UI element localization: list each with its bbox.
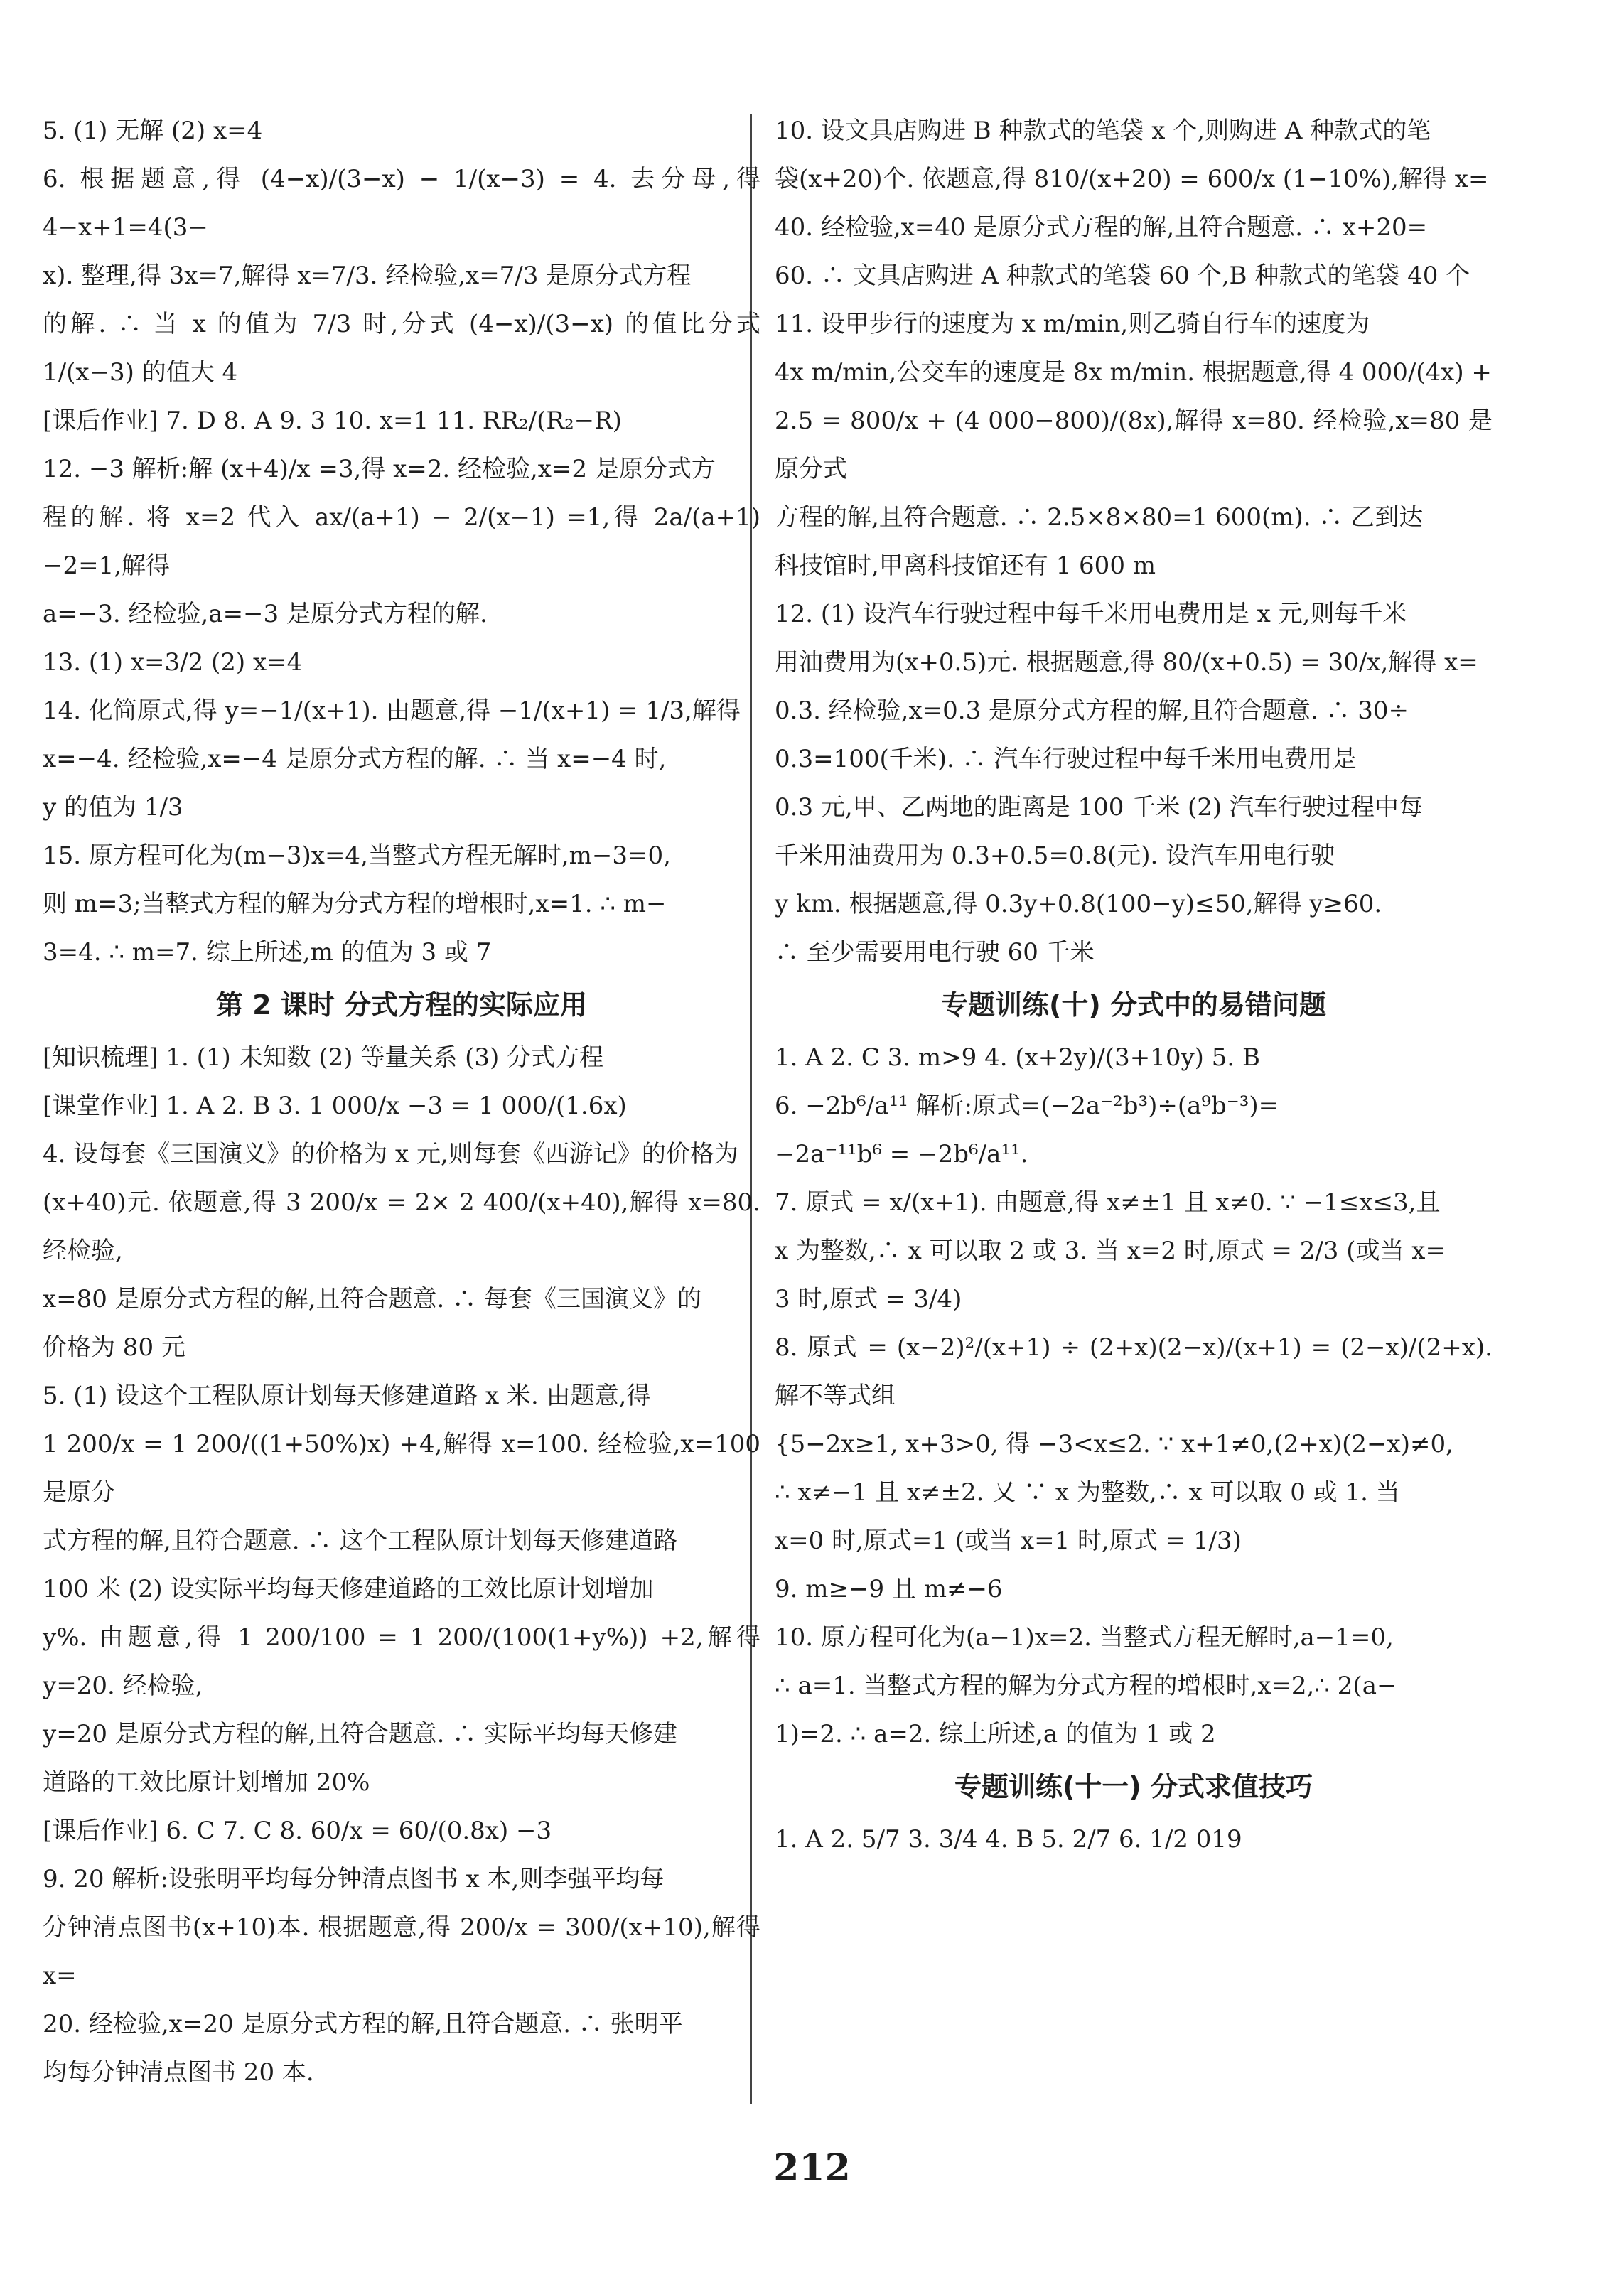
answer-line: −2a⁻¹¹b⁶ = −2b⁶/a¹¹. [775,1140,1028,1168]
answer-line: 7. 原式 = x/(x+1). 由题意,得 x≠±1 且 x≠0. ∵ −1≤x≤3,且 [775,1188,1441,1217]
answer-line: 10. 设文具店购进 B 种款式的笔袋 x 个,则购进 A 种款式的笔 [775,117,1431,145]
answer-line: 9. 20 解析:设张明平均每分钟清点图书 x 本,则李强平均每 [43,1865,665,1893]
answer-line: 6. 根据题意,得 (4−x)/(3−x) − 1/(x−3) = 4. 去分母,得 4−x+1=4(3− [43,165,760,242]
section-heading: 专题训练(十) 分式中的易错问题 [941,989,1326,1021]
answer-line: 11. 设甲步行的速度为 x m/min,则乙骑自行车的速度为 [775,310,1370,338]
right-column [775,107,1493,1864]
answer-line: x=0 时,原式=1 (或当 x=1 时,原式 = 1/3) [775,1527,1242,1555]
answer-line: 方程的解,且符合题意. ∴ 2.5×8×80=1 600(m). ∴ 乙到达 [775,503,1424,532]
answer-line: 用油费用为(x+0.5)元. 根据题意,得 80/(x+0.5) = 30/x,解得 x= [775,648,1478,677]
answer-line: y km. 根据题意,得 0.3y+0.8(100−y)≤50,解得 y≥60. [775,890,1382,918]
answer-line: x). 整理,得 3x=7,解得 x=7/3. 经检验,x=7/3 是原分式方程 [43,262,692,290]
answer-line: ∴ a=1. 当整式方程的解为分式方程的增根时,x=2,∴ 2(a− [775,1672,1397,1700]
answer-line: y%. 由题意,得 1 200/100 = 1 200/(100(1+y%)) +2,解得 y=20. 经检验, [43,1623,760,1700]
answer-line: 3=4. ∴ m=7. 综上所述,m 的值为 3 或 7 [43,938,492,967]
answer-line: 道路的工效比原计划增加 20% [43,1768,370,1797]
answer-line: ∴ 至少需要用电行驶 60 千米 [775,938,1095,967]
answer-line: 5. (1) 无解 (2) x=4 [43,117,263,145]
answer-line: 程的解. 将 x=2 代入 ax/(a+1) − 2/(x−1) =1,得 2a/(a+1) −2=1,解得 [43,503,760,580]
answer-line: 100 米 (2) 设实际平均每天修建道路的工效比原计划增加 [43,1575,654,1603]
answer-line: 0.3=100(千米). ∴ 汽车行驶过程中每千米用电费用是 [775,745,1357,773]
answer-line: 14. 化简原式,得 y=−1/(x+1). 由题意,得 −1/(x+1) = 1/3,解得 [43,697,741,725]
answer-line: 3 时,原式 = 3/4) [775,1285,962,1313]
answer-line: [课后作业] 6. C 7. C 8. 60/x = 60/(0.8x) −3 [43,1817,552,1845]
answer-line: 9. m≥−9 且 m≠−6 [775,1575,1003,1603]
section-heading: 专题训练(十一) 分式求值技巧 [954,1771,1313,1802]
answer-line: 20. 经检验,x=20 是原分式方程的解,且符合题意. ∴ 张明平 [43,2010,683,2038]
answer-line: 千米用油费用为 0.3+0.5=0.8(元). 设汽车用电行驶 [775,841,1335,870]
answer-line: 1)=2. ∴ a=2. 综上所述,a 的值为 1 或 2 [775,1720,1216,1748]
answer-line: (x+40)元. 依题意,得 3 200/x = 2× 2 400/(x+40),解得 x=80. 经检验, [43,1188,760,1265]
answer-line: {5−2x≥1, x+3>0, 得 −3<x≤2. ∵ x+1≠0,(2+x)(2−x)≠0, [775,1430,1453,1458]
answer-line: 15. 原方程可化为(m−3)x=4,当整式方程无解时,m−3=0, [43,841,671,870]
answer-line: 0.3. 经检验,x=0.3 是原分式方程的解,且符合题意. ∴ 30÷ [775,697,1409,725]
answer-line: 6. −2b⁶/a¹¹ 解析:原式=(−2a⁻²b³)÷(a⁹b⁻³)= [775,1092,1279,1120]
answer-line: 1. A 2. 5/7 3. 3/4 4. B 5. 2/7 6. 1/2 019 [775,1825,1242,1854]
answer-line: x=−4. 经检验,x=−4 是原分式方程的解. ∴ 当 x=−4 时, [43,745,667,773]
answer-line: 4. 设每套《三国演义》的价格为 x 元,则每套《西游记》的价格为 [43,1140,738,1168]
answer-line: 10. 原方程可化为(a−1)x=2. 当整式方程无解时,a−1=0, [775,1623,1394,1652]
answer-line: 8. 原式 = (x−2)²/(x+1) ÷ (2+x)(2−x)/(x+1) = (2−x)/(2+x). 解不等式组 [775,1333,1493,1410]
answer-line: y=20 是原分式方程的解,且符合题意. ∴ 实际平均每天修建 [43,1720,677,1748]
answer-line: x 为整数,∴ x 可以取 2 或 3. 当 x=2 时,原式 = 2/3 (或当 x= [775,1237,1446,1265]
answer-line: [知识梳理] 1. (1) 未知数 (2) 等量关系 (3) 分式方程 [43,1043,604,1072]
answer-line: 2.5 = 800/x + (4 000−800)/(8x),解得 x=80. 经检验,x=80 是原分式 [775,407,1493,483]
section-heading: 第 2 课时 分式方程的实际应用 [215,989,588,1021]
answer-line: x=80 是原分式方程的解,且符合题意. ∴ 每套《三国演义》的 [43,1285,701,1313]
answer-line: 60. ∴ 文具店购进 A 种款式的笔袋 60 个,B 种款式的笔袋 40 个 [775,262,1470,290]
answer-line: 12. (1) 设汽车行驶过程中每千米用电费用是 x 元,则每千米 [775,600,1407,628]
answer-line: y 的值为 1/3 [43,793,183,822]
page-number: 212 [773,2146,851,2190]
answer-line: 1 200/x = 1 200/((1+50%)x) +4,解得 x=100. 经检验,x=100 是原分 [43,1430,760,1507]
answer-line: [课堂作业] 1. A 2. B 3. 1 000/x −3 = 1 000/(1.6x) [43,1092,627,1120]
answer-line: a=−3. 经检验,a=−3 是原分式方程的解. [43,600,488,628]
answer-line: 科技馆时,甲离科技馆还有 1 600 m [775,552,1156,580]
answer-line: 1. A 2. C 3. m>9 4. (x+2y)/(3+10y) 5. B [775,1043,1260,1072]
answer-line: 分钟清点图书(x+10)本. 根据题意,得 200/x = 300/(x+10),解得 x= [43,1913,760,1990]
answer-line: 0.3 元,甲、乙两地的距离是 100 千米 (2) 汽车行驶过程中每 [775,793,1423,822]
answer-line: 价格为 80 元 [43,1333,185,1362]
answer-line: 的解. ∴ 当 x 的值为 7/3 时,分式 (4−x)/(3−x) 的值比分式 1/(x−3) 的值大 4 [43,310,760,387]
left-column [43,107,760,2097]
answer-line: 13. (1) x=3/2 (2) x=4 [43,648,303,677]
answer-line: 式方程的解,且符合题意. ∴ 这个工程队原计划每天修建道路 [43,1527,678,1555]
answer-line: 40. 经检验,x=40 是原分式方程的解,且符合题意. ∴ x+20= [775,213,1428,242]
answer-line: 则 m=3;当整式方程的解为分式方程的增根时,x=1. ∴ m− [43,890,667,918]
answer-line: 袋(x+20)个. 依题意,得 810/(x+20) = 600/x (1−10%),解得 x= [775,165,1489,193]
answer-line: ∴ x≠−1 且 x≠±2. 又 ∵ x 为整数,∴ x 可以取 0 或 1. 当 [775,1478,1400,1507]
answer-line: 5. (1) 设这个工程队原计划每天修建道路 x 米. 由题意,得 [43,1382,651,1410]
answer-line: [课后作业] 7. D 8. A 9. 3 10. x=1 11. RR₂/(R₂−R) [43,407,622,435]
answer-line: 4x m/min,公交车的速度是 8x m/min. 根据题意,得 4 000/(4x) + [775,358,1492,387]
answer-line: 12. −3 解析:解 (x+4)/x =3,得 x=2. 经检验,x=2 是原分式方 [43,455,716,483]
answer-line: 均每分钟清点图书 20 本. [43,2058,314,2087]
